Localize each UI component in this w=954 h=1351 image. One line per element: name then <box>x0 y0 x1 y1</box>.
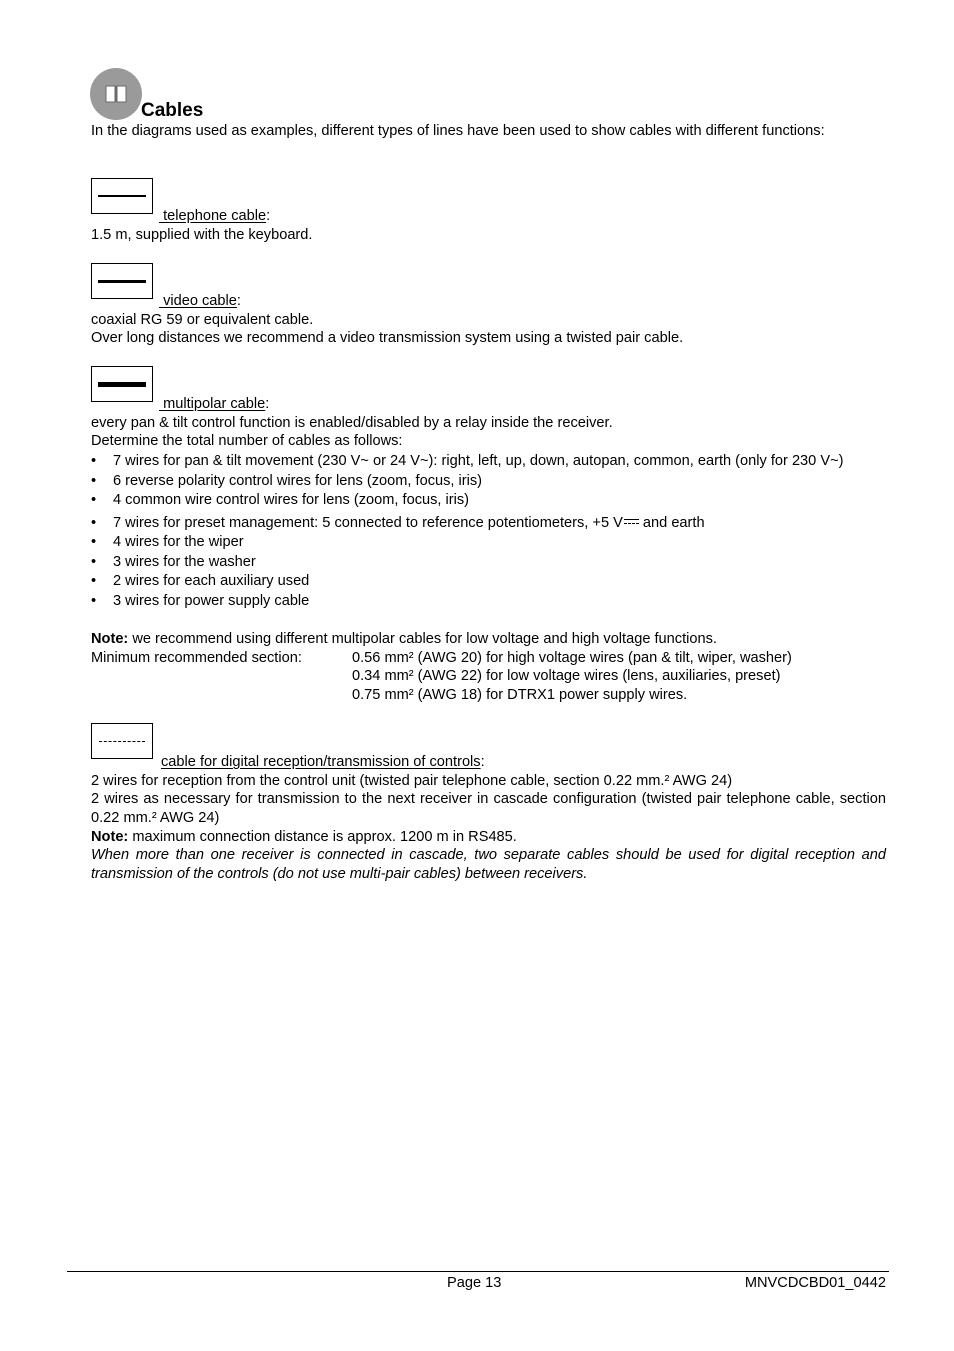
colon: : <box>266 208 271 224</box>
list-item <box>91 553 886 572</box>
section-label: Minimum recommended section: <box>91 650 302 666</box>
video-cable-desc-2: Over long distances we recommend a video transmission system using a twisted pair cable. <box>91 330 684 346</box>
bullet-icon: • <box>91 592 97 609</box>
document-code: MNVCDCBD01_0442 <box>744 1275 886 1291</box>
multipolar-desc-1: every pan & tilt control function is enabled/disabled by a relay inside the receiver. <box>91 415 613 431</box>
digital-desc-2: 2 wires as necessary for transmission to the next receiver in cascade configuration (twisted pair telephone cable, section 0.22 mm.² AWG 24) <box>91 791 886 826</box>
list-item <box>91 491 886 510</box>
thick-line-symbol <box>98 382 146 387</box>
bullet-icon: • <box>91 492 97 508</box>
list-item <box>91 533 886 552</box>
bullet-icon: • <box>91 453 97 469</box>
list-item <box>91 592 886 611</box>
book-icon <box>90 68 142 120</box>
digital-italic-note: When more than one receiver is connected in cascade, two separate cables should be used for digital reception and transmission of the controls (do not use multi-pair cables) between receivers. <box>91 847 886 882</box>
telephone-cable-desc: 1.5 m, supplied with the keyboard. <box>91 227 313 243</box>
list-item <box>91 472 886 491</box>
page-number: Page 13 <box>447 1275 502 1291</box>
colon: : <box>236 293 241 309</box>
bullet-text: 4 common wire control wires for lens (zoom, focus, iris) <box>113 492 470 508</box>
digital-cable-label <box>161 753 485 772</box>
note-label: Note: <box>91 631 129 647</box>
telephone-cable-label <box>159 207 270 226</box>
multipolar-desc-2: Determine the total number of cables as follows: <box>91 433 403 449</box>
bullet-text: 4 wires for the wiper <box>113 534 244 550</box>
section-value-1: 0.56 mm² (AWG 20) for high voltage wires (pan & tilt, wiper, washer) <box>352 650 792 666</box>
digital-note <box>91 828 886 847</box>
multipolar-cable-text: multipolar cable <box>163 396 266 412</box>
multipolar-cable-label <box>159 395 269 414</box>
note-text: maximum connection distance is approx. 1200 m in RS485. <box>128 829 517 845</box>
intro-paragraph <box>91 122 886 141</box>
bullet-icon: • <box>91 514 97 531</box>
dc-voltage-icon <box>624 518 639 526</box>
section-value-2: 0.34 mm² (AWG 22) for low voltage wires (lens, auxiliaries, preset) <box>352 668 781 684</box>
telephone-cable-title <box>159 208 266 224</box>
telephone-cable-text: telephone cable <box>163 208 267 224</box>
digital-cable-swatch <box>91 723 153 759</box>
multipolar-cable-swatch <box>91 366 153 402</box>
video-cable-desc-1: coaxial RG 59 or equivalent cable. <box>91 312 314 328</box>
bullet-text: 3 wires for power supply cable <box>113 592 310 609</box>
digital-cable-title: cable for digital reception/transmission of controls <box>161 754 481 770</box>
list-item <box>91 572 886 591</box>
bullet-text-suffix: and earth <box>638 514 705 531</box>
telephone-cable-swatch <box>91 178 153 214</box>
bullet-icon: • <box>91 534 97 550</box>
bullet-text: 3 wires for the washer <box>113 553 256 570</box>
dashed-line-symbol <box>99 741 145 742</box>
bullet-icon: • <box>91 573 97 589</box>
colon: : <box>480 754 485 770</box>
bullet-list <box>91 452 886 610</box>
video-cable-label <box>159 292 241 311</box>
video-cable-text: video cable <box>163 293 237 309</box>
section-title: Cables <box>141 100 204 121</box>
video-cable-swatch <box>91 263 153 299</box>
section-value-3: 0.75 mm² (AWG 18) for DTRX1 power supply wires. <box>352 687 688 703</box>
note-text: we recommend using different multipolar cables for low voltage and high voltage functions. <box>128 631 717 647</box>
multipolar-cable-title <box>159 396 265 412</box>
list-item <box>91 514 886 533</box>
colon: : <box>265 396 270 412</box>
video-cable-title <box>159 293 237 309</box>
bullet-icon: • <box>91 553 97 570</box>
bullet-icon: • <box>91 472 97 489</box>
bullet-text: 7 wires for pan & tilt movement (230 V~ or 24 V~): right, left, up, down, autopan, common, earth (only for 230 V~) <box>113 453 844 469</box>
thin-line-symbol <box>98 195 146 197</box>
digital-desc-1: 2 wires for reception from the control unit (twisted pair telephone cable, section 0.22 mm.² AWG 24) <box>91 773 733 789</box>
bullet-text: 7 wires for preset management: 5 connected to reference potentiometers, +5 V <box>113 514 623 531</box>
intro-text: In the diagrams used as examples, different types of lines have been used to show cables with different functions: <box>91 123 825 139</box>
list-item <box>91 452 886 471</box>
bullet-text: 2 wires for each auxiliary used <box>113 573 310 589</box>
note-label: Note: <box>91 829 129 845</box>
multipolar-note <box>91 630 886 649</box>
bullet-text: 6 reverse polarity control wires for lens (zoom, focus, iris) <box>113 472 483 489</box>
footer-divider <box>67 1271 889 1272</box>
medium-line-symbol <box>98 280 146 283</box>
